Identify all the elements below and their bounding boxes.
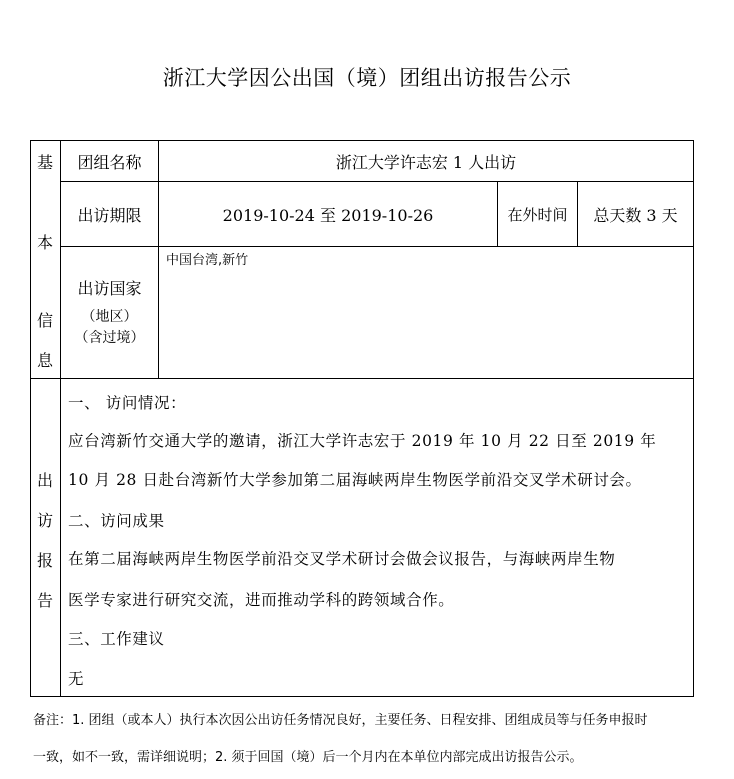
country-label-main: 出访国家	[77, 279, 142, 298]
period-label: 出访期限	[77, 205, 142, 225]
report-heading-visit: 一、 访问情况：	[68, 394, 187, 412]
country-label-region: （地区）	[81, 309, 138, 325]
report-heading-suggestions: 三、工作建议	[68, 630, 165, 648]
period-value: 2019-10-24 至 2019-10-26	[222, 205, 434, 225]
page-title: 浙江大学因公出国（境）团组出访报告公示	[162, 66, 572, 90]
report-paragraph: 医学专家进行研究交流，进而推动学科的跨领域合作。	[68, 591, 455, 609]
table-border-right	[693, 140, 694, 696]
country-label	[61, 247, 158, 378]
table-border-left	[30, 140, 31, 696]
report-char: 告	[36, 591, 53, 610]
table-section-divider	[30, 378, 694, 379]
report-paragraph: 在第二届海峡两岸生物医学前沿交叉学术研讨会做会议报告，与海峡两岸生物	[68, 550, 616, 568]
note-line: 备注：1. 团组（或本人）执行本次因公出访任务情况良好，主要任务、日程安排、团组成员等与任务申报时	[33, 713, 648, 728]
note-line: 一致，如不一致，需详细说明；2. 须于回国（境）后一个月内在本单位内部完成出访报告公示。	[33, 750, 583, 765]
basic-info-char: 信	[36, 311, 53, 330]
group-name-value: 浙江大学许志宏 1 人出访	[335, 152, 517, 172]
report-paragraph: 10 月 28 日赴台湾新竹大学参加第二届海峡两岸生物医学前沿交叉学术研讨会。	[68, 471, 642, 489]
report-char: 出	[36, 471, 53, 490]
basic-info-char: 息	[36, 351, 53, 370]
report-heading-results: 二、访问成果	[68, 512, 165, 530]
basic-info-char: 基	[36, 153, 53, 172]
abroad-time-value: 总天数 3 天	[593, 205, 678, 225]
report-char: 访	[36, 511, 53, 530]
report-paragraph: 无	[68, 670, 85, 688]
country-label-transit: （含过境）	[74, 330, 145, 346]
country-value: 中国台湾,新竹	[166, 253, 249, 268]
report-paragraph: 应台湾新竹交通大学的邀请，浙江大学许志宏于 2019 年 10 月 22 日至 2019 年	[68, 432, 657, 450]
group-name-label: 团组名称	[77, 152, 142, 172]
report-char: 报	[36, 551, 53, 570]
abroad-time-label: 在外时间	[507, 205, 568, 224]
table-border-bottom	[30, 696, 694, 697]
basic-info-char: 本	[36, 233, 53, 252]
